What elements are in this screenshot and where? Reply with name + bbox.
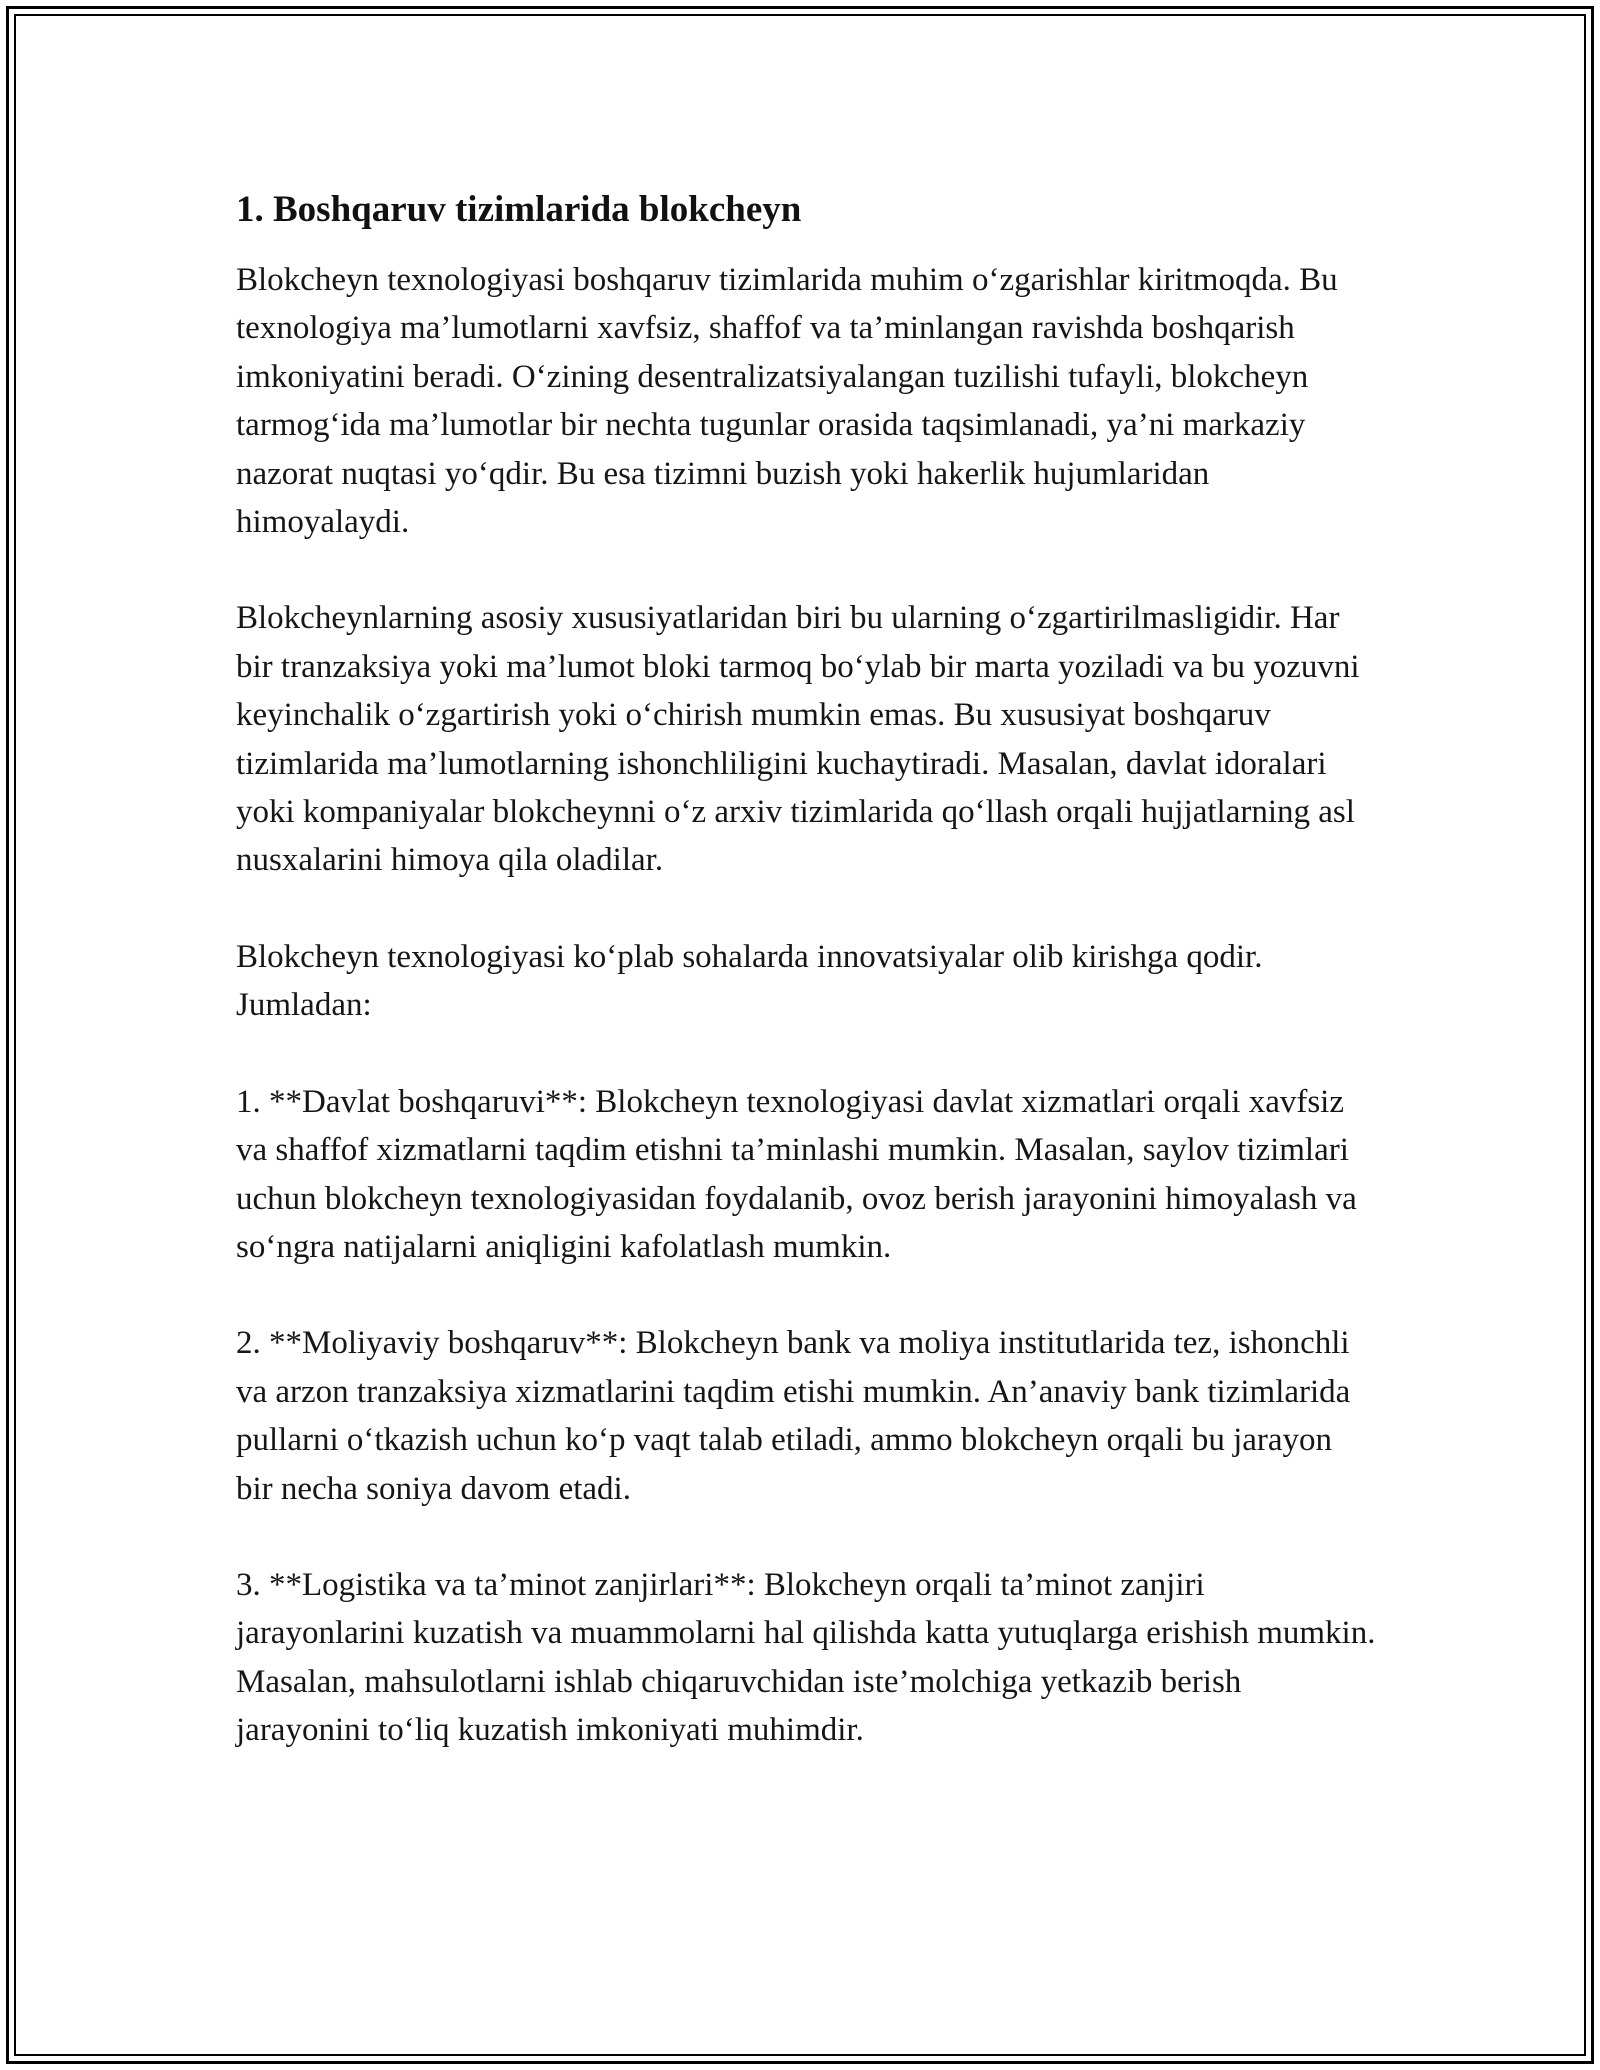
list-item-finance: 2. **Moliyaviy boshqaruv**: Blokcheyn bank va moliya institutlarida tez, ishonchli va arzon tranzaksiya xizmatlarini taqdim etishi mumkin. An’anaviy bank tizimlarida pullarni o‘tkazish uchun ko‘p vaqt talab etiladi, ammo blokcheyn orqali bu jarayon bir necha soniya davom etadi. [236,1325,1351,1507]
list-item-logistics: 3. **Logistika va ta’minot zanjirlari**: Blokcheyn orqali ta’minot zanjiri jarayonlarini kuzatish va muammolarni hal qilishda katta yutuqlarga erishish mumkin. Masalan, mahsulotlarni ishlab chiqaruvchidan iste’molchiga yetkazib berish jarayonini to‘liq kuzatish imkoniyati muhimdir. [236,1566,1376,1749]
section-heading: 1. Boshqaruv tizimlarida blokcheyn [236,189,802,230]
document-body [236,186,1376,1803]
paragraph-immutability: Blokcheynlarning asosiy xususiyatlaridan biri bu ularning o‘zgartirilmasligidir. Har bir tranzaksiya yoki ma’lumot bloki tarmoq bo‘ylab bir marta yoziladi va bu yozuvni keyinchalik o‘zgartirish yoki o‘chirish mumkin emas. Bu xususiyat boshqaruv tizimlarida ma’lumotlarning ishonchliligini kuchaytiradi. Masalan, davlat idoralari yoki kompaniyalar blokcheynni o‘z arxiv tizimlarida qo‘llash orqali hujjatlarning asl nusxalarini himoya qila oladilar. [236,600,1360,879]
list-item-government: 1. **Davlat boshqaruvi**: Blokcheyn texnologiyasi davlat xizmatlari orqali xavfsiz va shaffof xizmatlarni taqdim etishni ta’minlashi mumkin. Masalan, saylov tizimlari uchun blokcheyn texnologiyasidan foydalanib, ovoz berish jarayonini himoyalash va so‘ngra natijalarni aniqligini kafolatlash mumkin. [236,1083,1357,1265]
paragraph-innovations: Blokcheyn texnologiyasi ko‘plab sohalarda innovatsiyalar olib kirishga qodir. Jumladan: [236,938,1263,1024]
paragraph-intro: Blokcheyn texnologiyasi boshqaruv tizimlarida muhim o‘zgarishlar kiritmoqda. Bu texnologiya ma’lumotlarni xavfsiz, shaffof va ta’minlangan ravishda boshqarish imkoniyatini beradi. O‘zining desentralizatsiyalangan tuzilishi tufayli, blokcheyn tarmog‘ida ma’lumotlar bir nechta tugunlar orasida taqsimlanadi, ya’ni markaziy nazorat nuqtasi yo‘qdir. Bu esa tizimni buzish yoki hakerlik hujumlaridan himoyalaydi. [236,262,1338,541]
